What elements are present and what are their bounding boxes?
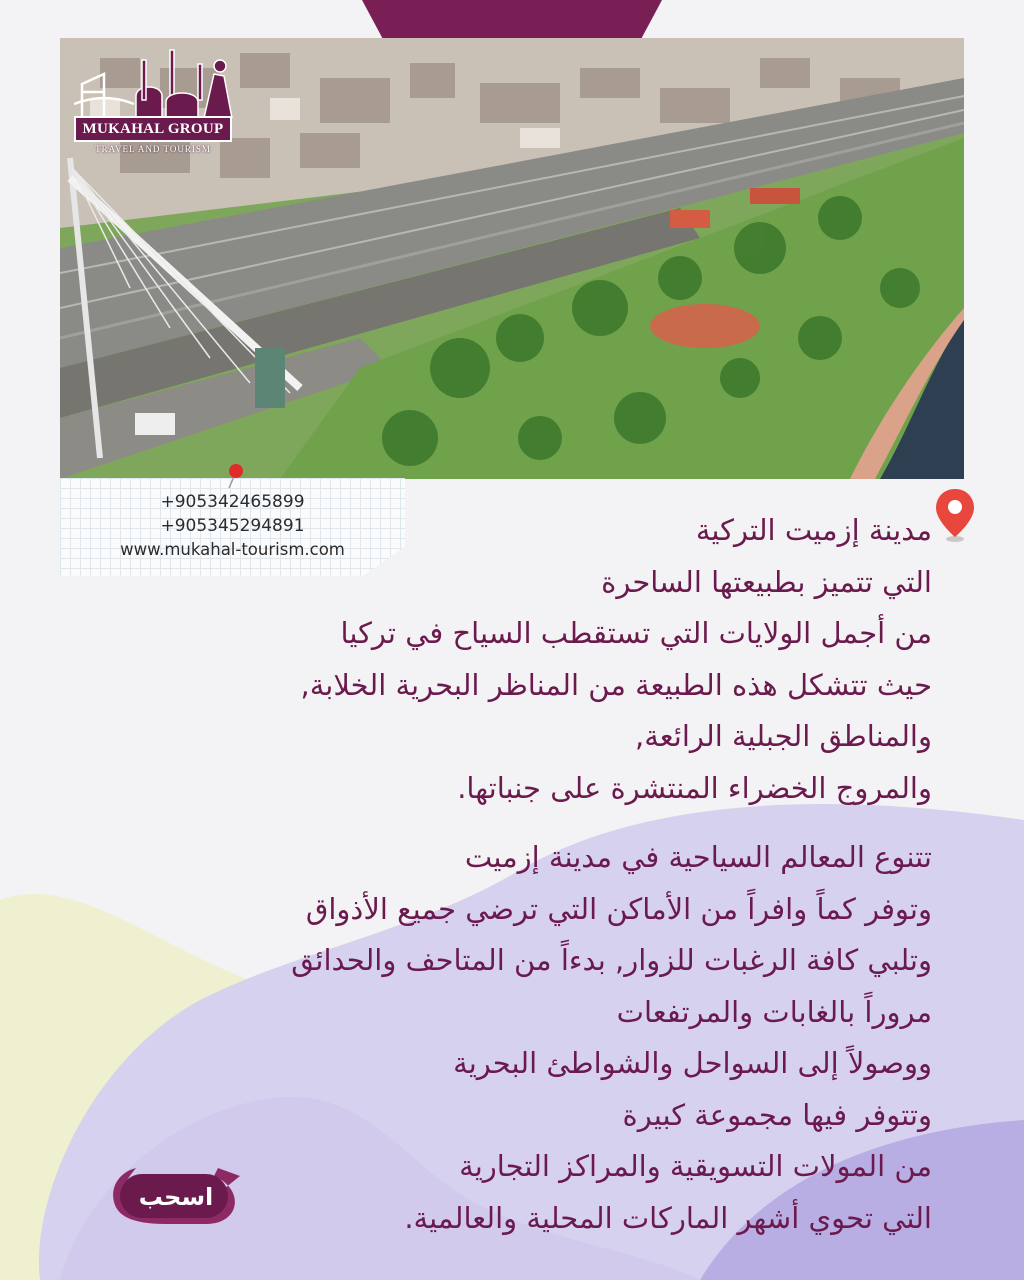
article-paragraph-1 [172,505,932,814]
push-pin-icon [226,462,246,490]
swipe-label: اسحب [138,1183,214,1211]
brand-tagline: TRAVEL AND TOURISM [95,144,211,154]
website-link[interactable]: www.mukahal-tourism.com [120,540,345,559]
phone-number-2[interactable]: +905345294891 [160,516,305,536]
swipe-button[interactable] [106,1158,241,1230]
brand-logo [74,44,238,164]
article-line: والمروج الخضراء المنتشرة على جنباتها. [457,770,932,805]
article-line: مدينة إزميت التركية [695,513,932,547]
article-line: التي تحوي أشهر الماركات المحلية والعالمية. [404,1200,932,1235]
location-pin-icon [934,487,976,543]
article-line: حيث تتشكل هذه الطبيعة من المناظر البحرية الخلابة, [300,667,932,702]
article-paragraph-2 [172,832,932,1244]
article-line: من المولات التسويقية والمراكز التجارية [459,1149,932,1183]
brand-name: MUKAHAL GROUP [74,116,232,142]
article-line: والمناطق الجبلية الرائعة, [635,719,932,753]
article-line: ووصولاً إلى السواحل والشواطئ البحرية [453,1046,932,1080]
article-line: من أجمل الولايات التي تستقطب السياح في تركيا [340,616,932,650]
phone-number-1[interactable]: +905342465899 [160,492,305,512]
article-line: وتوفر كماً وافراً من الأماكن التي ترضي جميع الأذواق [305,891,932,926]
skyline-logo-icon [74,44,238,118]
article-line: وتتوفر فيها مجموعة كبيرة [622,1097,932,1132]
article-line: وتلبي كافة الرغبات للزوار, بدءاً من المتاحف والحدائق [291,943,932,977]
article-line: التي تتميز بطبيعتها الساحرة [601,564,932,599]
article-line: مروراً بالغابات والمرتفعات [616,994,932,1029]
article-line: تتنوع المعالم السياحية في مدينة إزميت [464,840,932,874]
